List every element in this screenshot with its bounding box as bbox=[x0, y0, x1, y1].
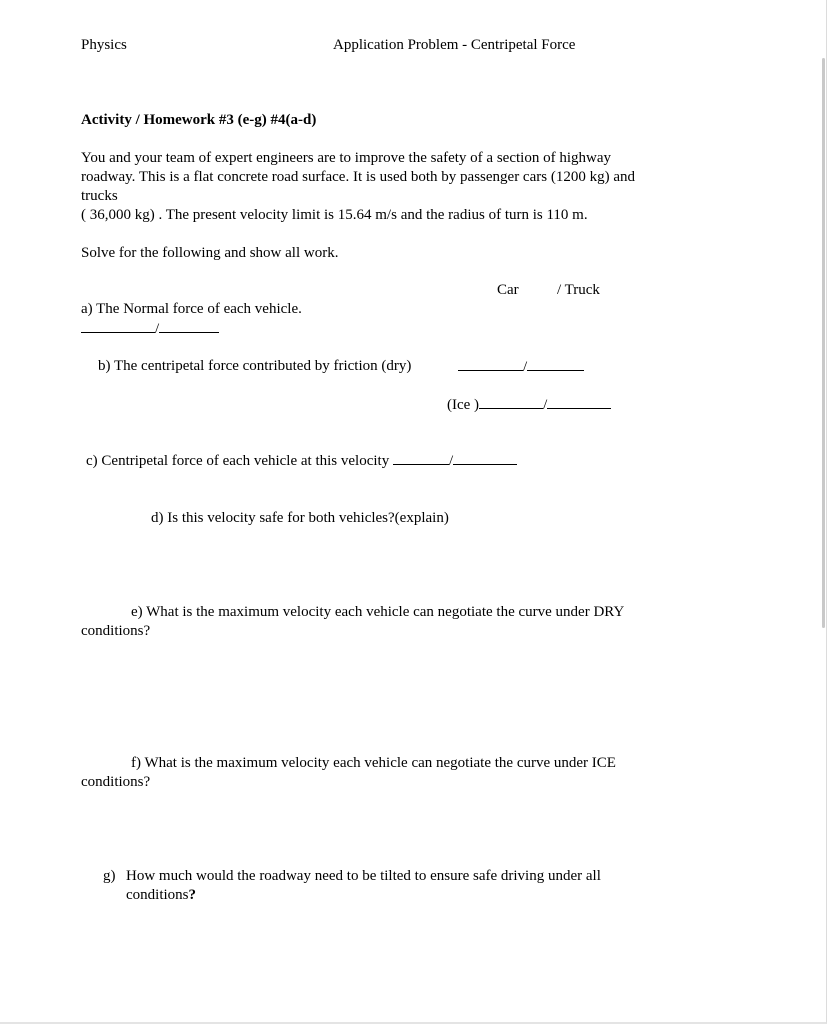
question-c-line bbox=[86, 451, 517, 471]
answer-c-truck-blank[interactable] bbox=[453, 451, 517, 465]
instruction-text: Solve for the following and show all work. bbox=[81, 245, 339, 261]
question-g-text: conditions bbox=[126, 887, 189, 903]
separator: / bbox=[543, 397, 548, 413]
question-b-ice-label: (Ice ) bbox=[447, 397, 480, 413]
question-d: d) Is this velocity safe for both vehicles?(explain) bbox=[151, 510, 449, 526]
answer-b-ice-car-blank[interactable] bbox=[479, 395, 543, 409]
answer-b-ice-truck-blank[interactable] bbox=[547, 395, 611, 409]
answer-a-truck-blank[interactable] bbox=[159, 319, 219, 333]
intro-line-2: roadway. This is a flat concrete road surface. It is used both by passenger cars (1200 kg) and bbox=[81, 169, 635, 185]
separator: / bbox=[155, 321, 160, 337]
answer-b-dry-line bbox=[458, 357, 584, 377]
question-c: c) Centripetal force of each vehicle at this velocity bbox=[86, 453, 390, 469]
question-b: b) The centripetal force contributed by friction (dry) bbox=[98, 358, 412, 374]
question-g-mark: ? bbox=[188, 887, 196, 903]
separator: / bbox=[448, 453, 454, 469]
column-header-truck: / Truck bbox=[557, 282, 600, 298]
question-g-line-1: How much would the roadway need to be tilted to ensure safe driving under all bbox=[126, 868, 601, 884]
question-e-line-2: conditions? bbox=[81, 623, 151, 639]
intro-line-1: You and your team of expert engineers are to improve the safety of a section of highway bbox=[81, 150, 611, 166]
subject-label: Physics bbox=[81, 37, 127, 53]
activity-heading: Activity / Homework #3 (e-g) #4(a-d) bbox=[81, 112, 317, 128]
answer-a-line bbox=[81, 319, 219, 339]
answer-b-ice-line bbox=[447, 395, 611, 415]
vertical-scrollbar[interactable] bbox=[822, 58, 825, 628]
question-f-line-2: conditions? bbox=[81, 774, 151, 790]
answer-b-dry-truck-blank[interactable] bbox=[527, 357, 584, 371]
intro-line-3: trucks bbox=[81, 188, 118, 204]
question-e-line-1: e) What is the maximum velocity each vehicle can negotiate the curve under DRY bbox=[131, 604, 625, 620]
answer-b-dry-car-blank[interactable] bbox=[458, 357, 523, 371]
column-header-car: Car bbox=[497, 282, 519, 298]
question-g-line-2 bbox=[126, 886, 196, 905]
answer-c-car-blank[interactable] bbox=[393, 451, 449, 465]
question-g-label: g) bbox=[103, 868, 116, 884]
answer-a-car-blank[interactable] bbox=[81, 319, 155, 333]
question-a: a) The Normal force of each vehicle. bbox=[81, 301, 302, 317]
question-f-line-1: f) What is the maximum velocity each vehicle can negotiate the curve under ICE bbox=[131, 755, 616, 771]
intro-line-4: ( 36,000 kg) . The present velocity limit is 15.64 m/s and the radius of turn is 110 m. bbox=[81, 207, 588, 223]
separator: / bbox=[523, 359, 528, 375]
document-title: Application Problem - Centripetal Force bbox=[333, 37, 576, 53]
